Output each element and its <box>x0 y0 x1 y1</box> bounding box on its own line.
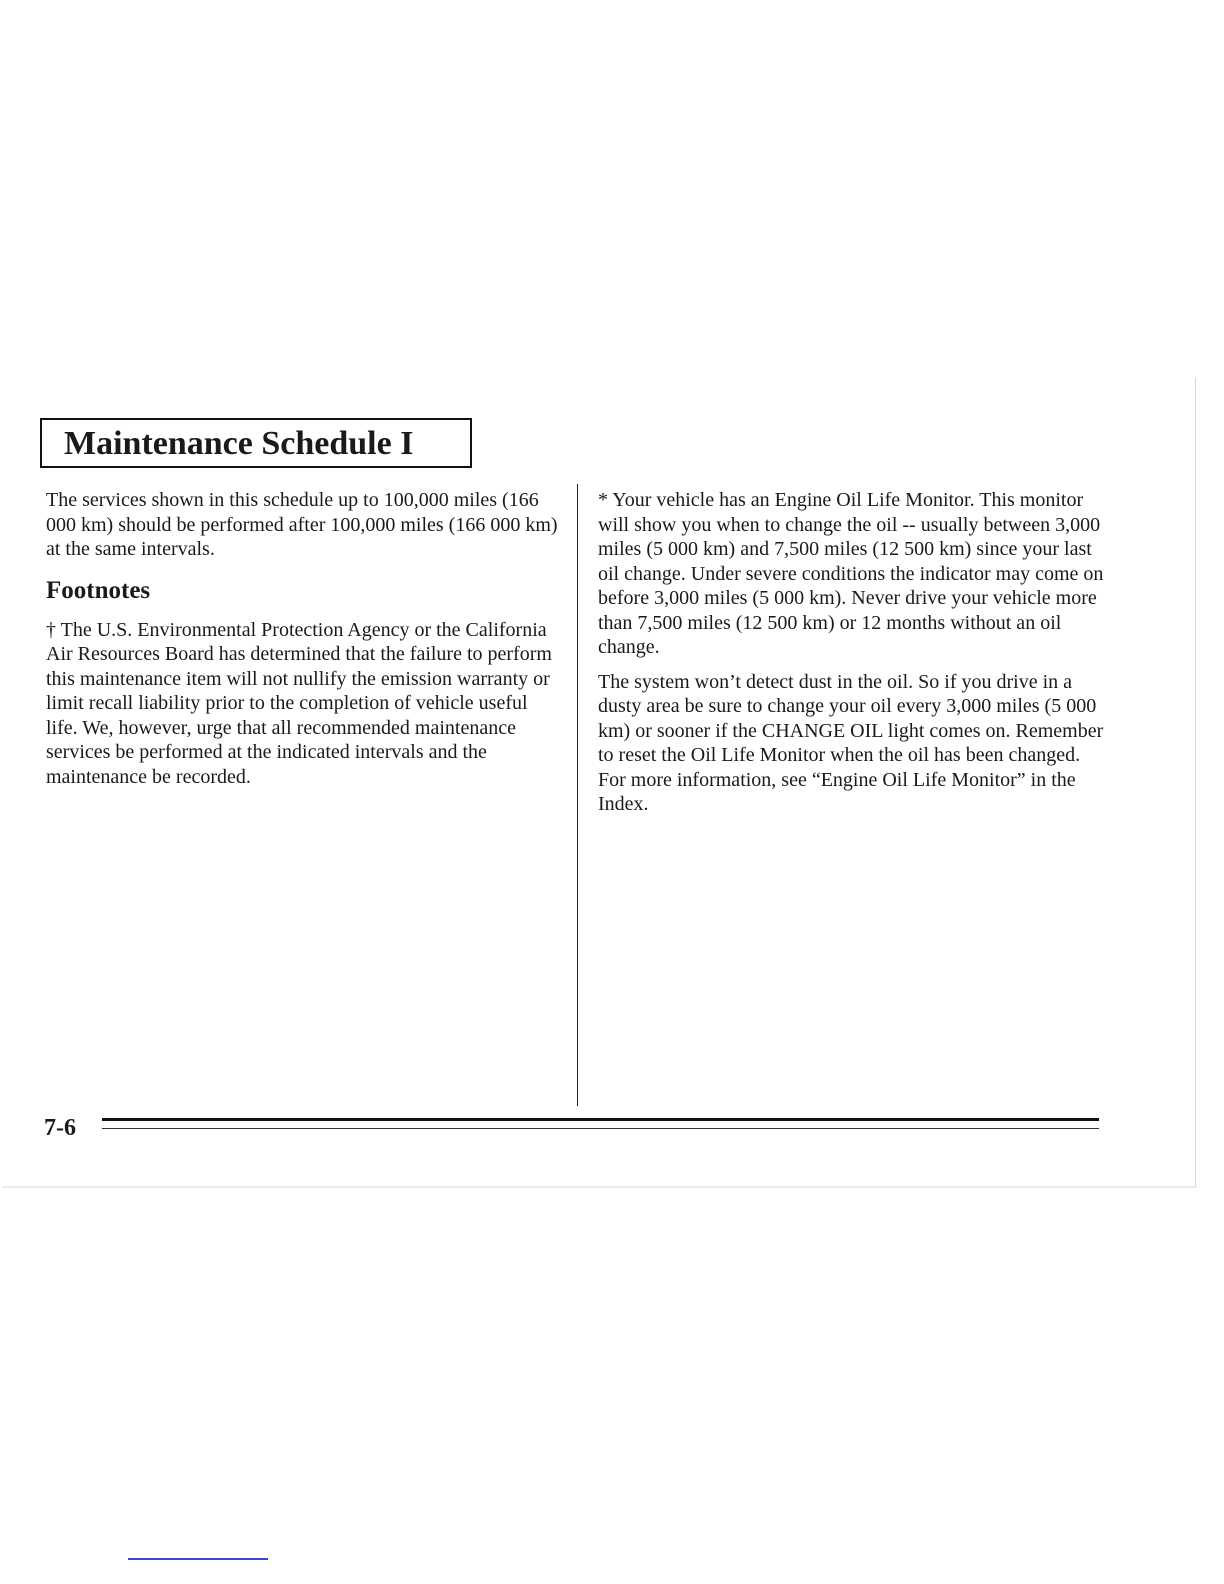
footnotes-heading: Footnotes <box>46 576 151 604</box>
dust-note-paragraph: The system won’t detect dust in the oil. So if you drive in a dusty area be sure to change your oil every 3,000 miles (5 000 km) or sooner if the CHANGE OIL light comes on. Remember to reset the Oil Life Monitor when the oil has been changed. For more information, see “Engine Oil Life Monitor” in the Index. <box>598 670 1104 815</box>
footer-rule-thick <box>102 1118 1099 1121</box>
left-column <box>46 488 564 799</box>
intro-paragraph: The services shown in this schedule up to 100,000 miles (166 000 km) should be performed after 100,000 miles (166 000 km) at the same intervals. <box>46 489 558 560</box>
right-column <box>598 488 1108 827</box>
page-title: Maintenance Schedule I <box>64 425 414 462</box>
bottom-link-underline <box>128 1558 268 1560</box>
title-box <box>40 418 472 468</box>
page-number: 7-6 <box>44 1115 76 1141</box>
footer-rule-thin <box>102 1128 1099 1129</box>
footnote-dagger-paragraph: † The U.S. Environmental Protection Agency or the California Air Resources Board has determined that the failure to perform this maintenance item will not nullify the emission warranty or limit recall liability prior to the completion of vehicle useful life. We, however, urge that all recommended maintenance services be performed at the indicated intervals and the maintenance be recorded. <box>46 618 552 788</box>
column-divider <box>577 484 578 1106</box>
footnote-asterisk-paragraph: * Your vehicle has an Engine Oil Life Monitor. This monitor will show you when to change the oil -- usually between 3,000 miles (5 000 km) and 7,500 miles (12 500 km) since your last oil change. Under severe conditions the indicator may come on before 3,000 miles (5 000 km). Never drive your vehicle more than 7,500 miles (12 500 km) or 12 months without an oil change. <box>598 489 1104 658</box>
